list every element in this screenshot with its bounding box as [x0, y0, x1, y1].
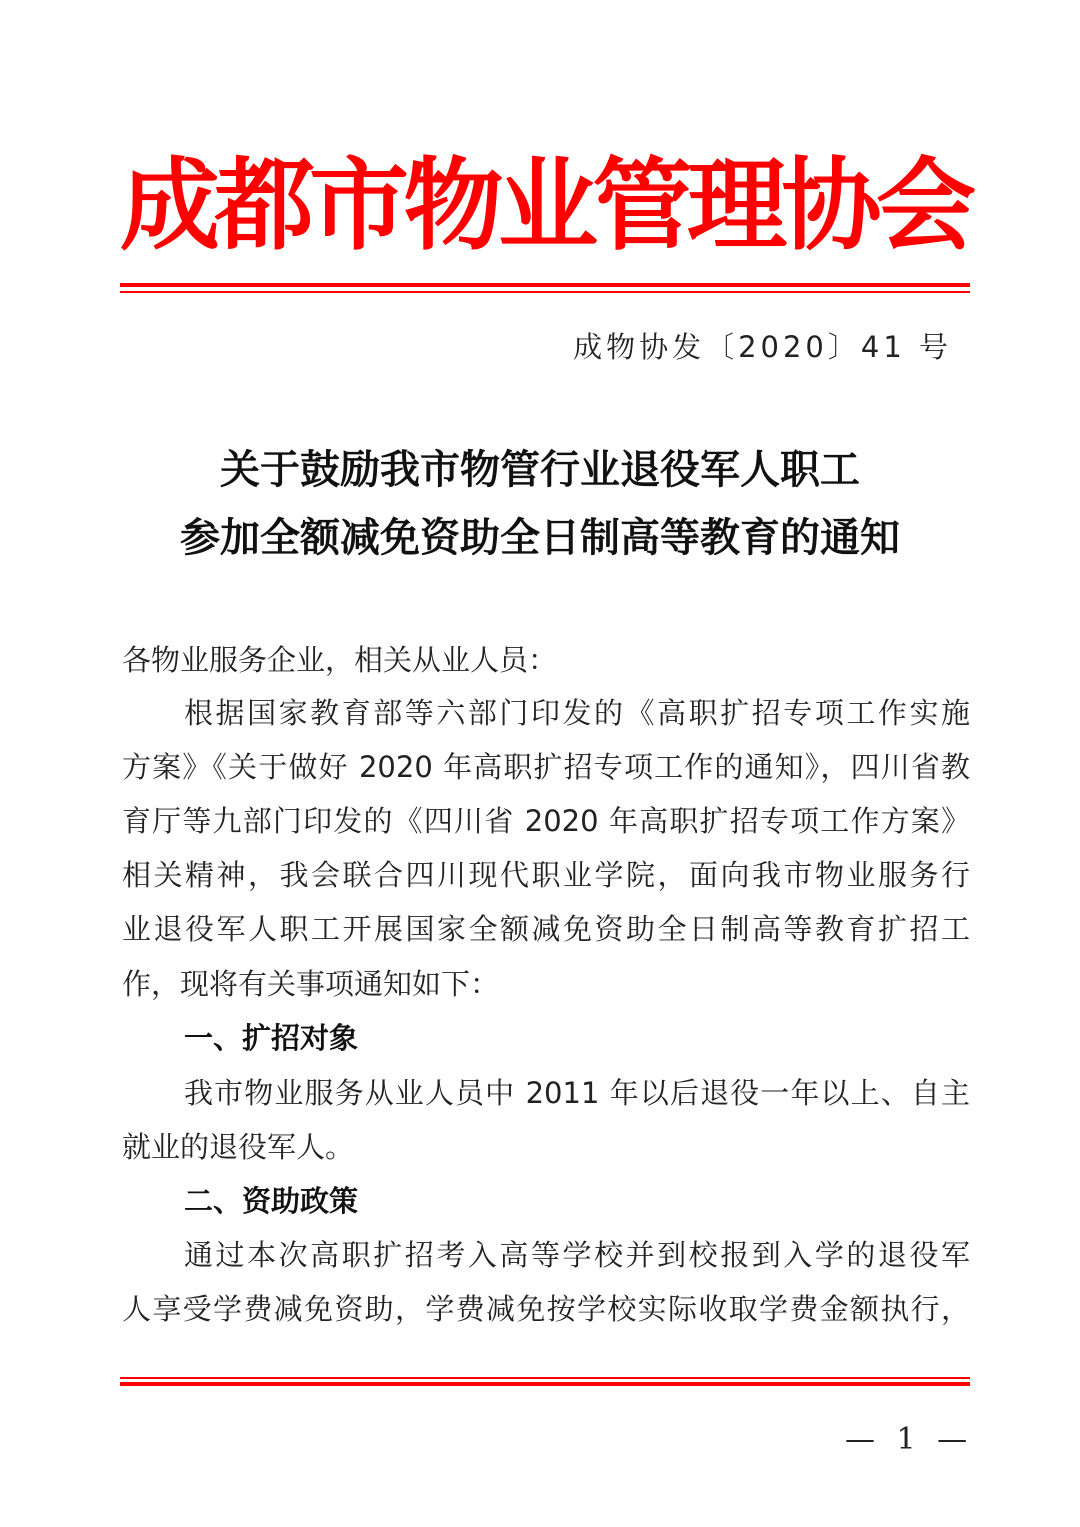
- section-heading: 二、资助政策: [184, 1184, 359, 1218]
- footer-divider-thick: [120, 1382, 970, 1386]
- masthead-char: 会: [876, 146, 976, 264]
- paragraph-line: 根据国家教育部等六部门印发的《高职扩招专项工作实施: [184, 696, 970, 730]
- paragraph-line: 我市物业服务从业人员中 2011 年以后退役一年以上、自主: [184, 1076, 970, 1110]
- document-title-line2: 参加全额减免资助全日制高等教育的通知: [180, 514, 900, 561]
- page-number: — 1 —: [845, 1422, 974, 1457]
- paragraph-line: 业退役军人职工开展国家全额减免资助全日制高等教育扩招工: [122, 912, 970, 946]
- paragraph-line: 育厅等九部门印发的《四川省 2020 年高职扩招专项工作方案》: [122, 804, 970, 838]
- header-divider-thick: [120, 283, 970, 287]
- masthead-char: 管: [592, 146, 693, 264]
- masthead-char: 成: [120, 146, 220, 264]
- masthead-char: 都: [214, 146, 315, 264]
- masthead-char: 业: [498, 146, 598, 264]
- masthead-char: 理: [687, 146, 787, 264]
- paragraph-line: 相关精神，我会联合四川现代职业学院，面向我市物业服务行: [122, 858, 970, 892]
- salutation: 各物业服务企业，相关从业人员：: [122, 643, 558, 677]
- paragraph-line: 就业的退役军人。: [122, 1130, 355, 1164]
- document-number: 成物协发〔2020〕41 号: [573, 330, 952, 364]
- paragraph-line: 人享受学费减免资助，学费减免按学校实际收取学费金额执行，: [122, 1292, 970, 1326]
- masthead-org-name: [120, 146, 976, 264]
- header-divider-thin: [120, 291, 970, 293]
- section-heading: 一、扩招对象: [184, 1021, 359, 1055]
- masthead-char: 协: [781, 146, 882, 264]
- paragraph-line: 作，现将有关事项通知如下：: [122, 967, 500, 1001]
- paragraph-line: 方案》《关于做好 2020 年高职扩招专项工作的通知》，四川省教: [122, 750, 970, 784]
- footer-divider-thin: [120, 1377, 970, 1379]
- paragraph-line: 通过本次高职扩招考入高等学校并到校报到入学的退役军: [184, 1238, 970, 1272]
- masthead-char: 物: [403, 146, 504, 264]
- masthead-char: 市: [309, 146, 409, 264]
- document-title-line1: 关于鼓励我市物管行业退役军人职工: [220, 446, 860, 493]
